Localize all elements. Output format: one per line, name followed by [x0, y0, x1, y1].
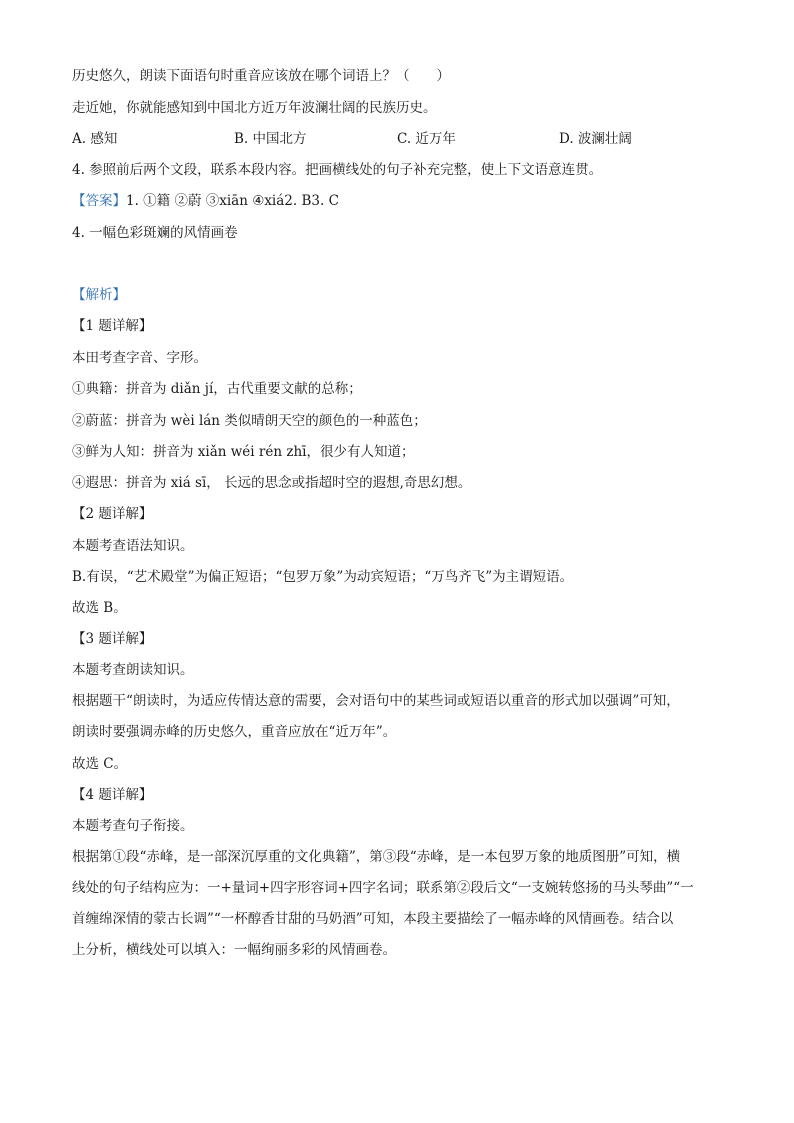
- q3-conclusion: 故选 C。: [72, 756, 128, 772]
- q3-header: 【3 题详解】: [72, 631, 153, 647]
- q2-body: B.有误，“艺术殿堂”为偏正短语；“包罗万象”为动宾短语；“万鸟齐飞”为主谓短语。: [72, 569, 574, 585]
- q4-body-4: 上分析，横线处可以填入：一幅绚丽多彩的风情画卷。: [72, 942, 396, 958]
- question-4-stem: 4. 参照前后两个文段，联系本段内容。把画横线处的句子补充完整，使上下文语意连贯。: [72, 162, 603, 178]
- q2-conclusion: 故选 B。: [72, 600, 127, 616]
- q2-intro: 本题考查语法知识。: [72, 538, 194, 554]
- analysis-tag: 【解析】: [72, 287, 126, 303]
- q4-body-1: 根据第①段“赤峰，是一部深沉厚重的文化典籍”，第③段“赤峰，是一本包罗万象的地质图册”可知，横: [72, 849, 681, 865]
- q4-body-3: 首缠绵深情的蒙古长调”“一杯醇香甘甜的马奶酒”可知，本段主要描绘了一幅赤峰的风情画卷。结合以: [72, 911, 674, 927]
- answer-line-2: 4. 一幅色彩斑斓的风情画卷: [72, 225, 238, 241]
- option-d: D. 波澜壮阔: [559, 131, 632, 147]
- q1-header: 【1 题详解】: [72, 318, 153, 334]
- question-3-options: [72, 130, 732, 148]
- q1-item-1: ①典籍：拼音为 diǎn jí，古代重要文献的总称；: [72, 381, 362, 397]
- q2-header: 【2 题详解】: [72, 506, 153, 522]
- option-c: C. 近万年: [397, 131, 456, 147]
- answer-line: [72, 192, 339, 210]
- option-a: A. 感知: [72, 131, 118, 147]
- q1-item-4: ④遐思：拼音为 xiá sī， 长远的思念或指超时空的遐想,奇思幻想。: [72, 475, 472, 491]
- q4-header: 【4 题详解】: [72, 787, 153, 803]
- answer-text: 1. ①籍 ②蔚 ③xiān ④xiá2. B3. C: [126, 193, 339, 209]
- answer-tag: 【答案】: [72, 193, 126, 209]
- q3-body-1: 根据题干“朗读时，为适应传情达意的需要，会对语句中的某些词或短语以重音的形式加以强调”可知，: [72, 693, 680, 709]
- question-3-stem: 历史悠久，朗读下面语句时重音应该放在哪个词语上？（ ）: [72, 68, 450, 84]
- q1-item-2: ②蔚蓝：拼音为 wèi lán 类似晴朗天空的颜色的一种蓝色；: [72, 413, 427, 429]
- option-b: B. 中国北方: [234, 131, 307, 147]
- q1-item-3: ③鲜为人知：拼音为 xiǎn wéi rén zhī，很少有人知道；: [72, 444, 415, 460]
- q4-body-2: 线处的句子结构应为：一+量词+四字形容词+四字名词；联系第②段后文“一支婉转悠扬的马头琴曲”“一: [72, 880, 694, 896]
- q3-body-2: 朗读时要强调赤峰的历史悠久，重音应放在“近万年”。: [72, 724, 397, 740]
- q3-intro: 本题考查朗读知识。: [72, 662, 194, 678]
- question-3-sentence: 走近她，你就能感知到中国北方近万年波澜壮阔的民族历史。: [72, 100, 437, 116]
- q1-intro: 本田考查字音、字形。: [72, 350, 207, 366]
- q4-intro: 本题考查句子衔接。: [72, 818, 194, 834]
